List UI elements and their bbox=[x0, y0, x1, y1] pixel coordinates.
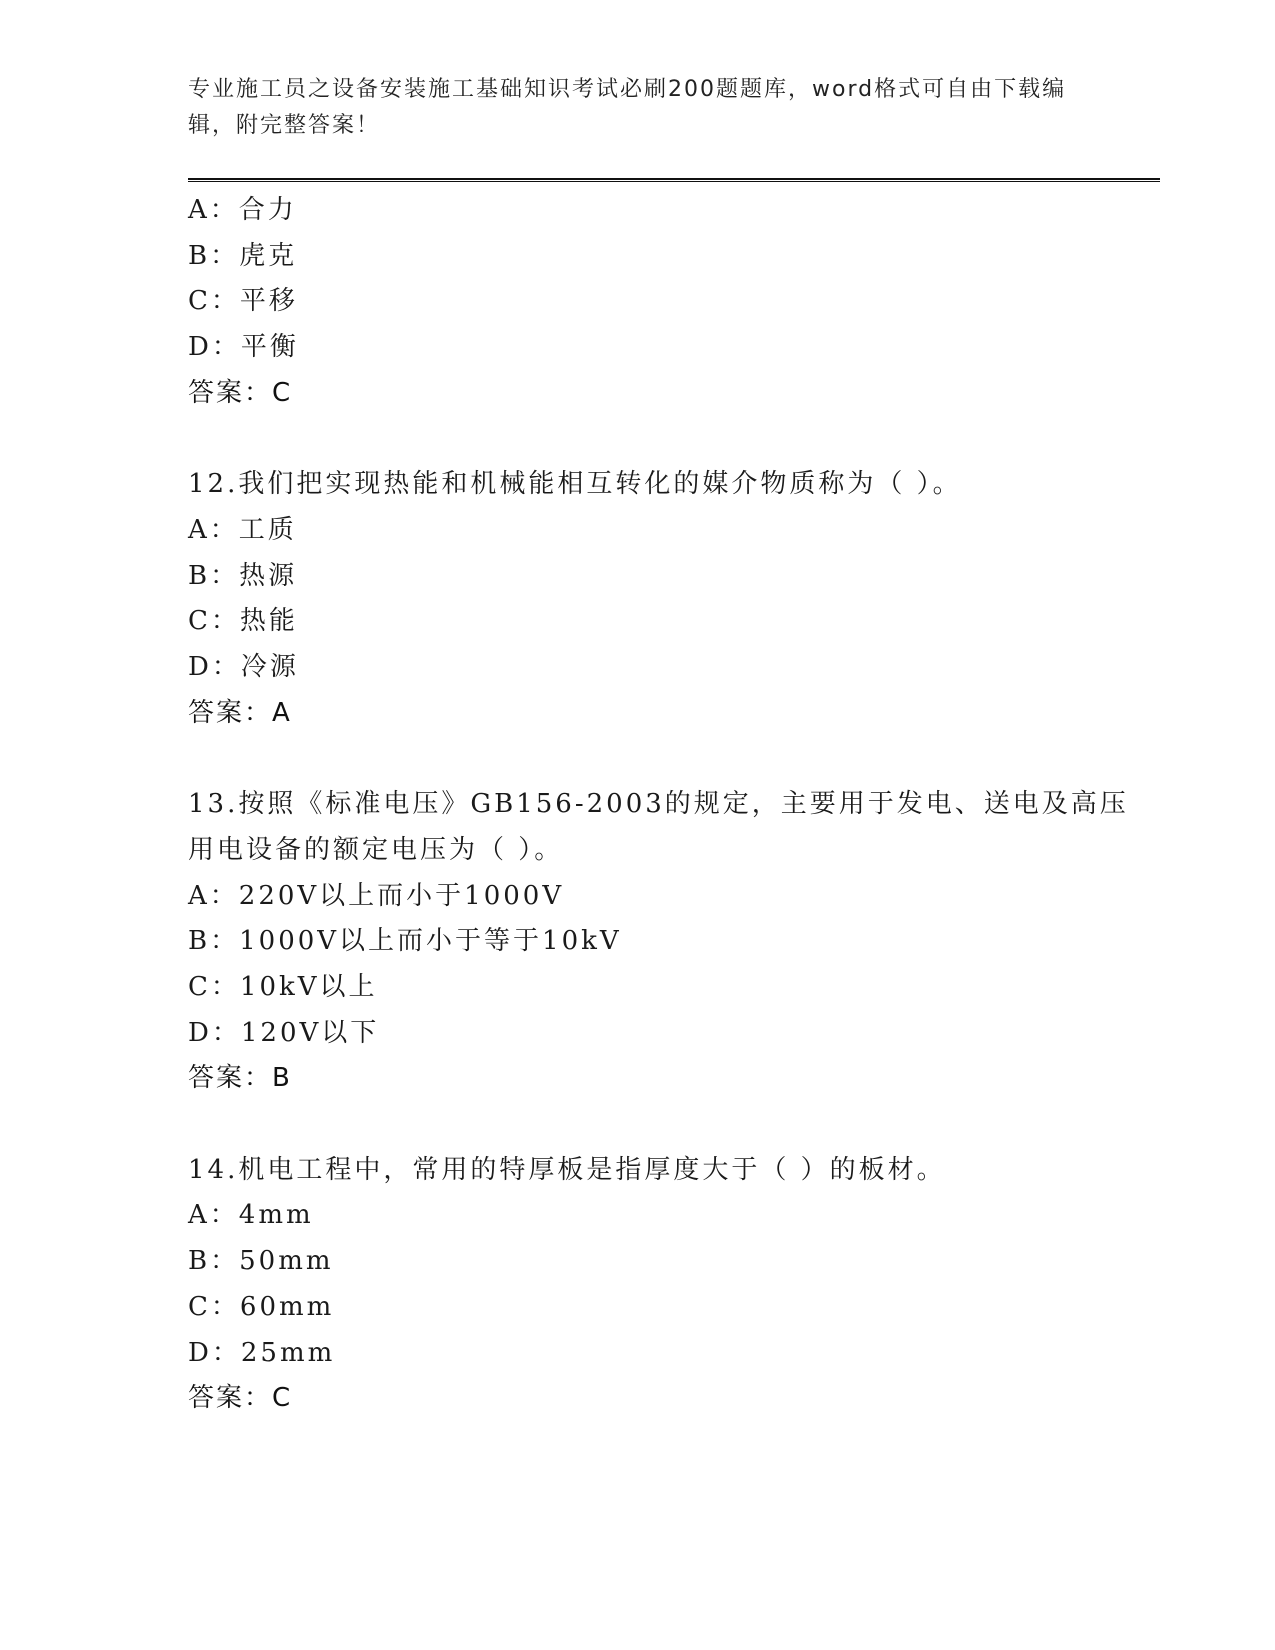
question-stem-line-1: 13.按照《标准电压》GB156-2003的规定，主要用于发电、送电及高压 bbox=[188, 789, 1129, 820]
question-list bbox=[188, 188, 1148, 1422]
header-divider bbox=[188, 178, 1160, 182]
question-stem: 14.机电工程中，常用的特厚板是指厚度大于（ ）的板材。 bbox=[188, 1154, 946, 1185]
option-d: D：冷源 bbox=[188, 652, 299, 683]
document-header bbox=[188, 72, 1088, 144]
question-14 bbox=[188, 1148, 1148, 1422]
option-a: A：4mm bbox=[188, 1200, 314, 1231]
option-d: D：平衡 bbox=[188, 332, 299, 363]
spacer bbox=[188, 736, 1148, 782]
option-a: A：工质 bbox=[188, 514, 297, 545]
question-stem: 12.我们把实现热能和机械能相互转化的媒介物质称为（ ）。 bbox=[188, 469, 962, 500]
question-stem-line-2: 用电设备的额定电压为（ ）。 bbox=[188, 834, 564, 865]
option-b: B：1000V以上而小于等于10kV bbox=[188, 926, 622, 957]
spacer bbox=[188, 1102, 1148, 1148]
document-title: 专业施工员之设备安装施工基础知识考试必刷200题题库，word格式可自由下载编辑，附完整答案！ bbox=[188, 77, 1067, 138]
option-b: B：热源 bbox=[188, 560, 298, 591]
option-a: A：220V以上而小于1000V bbox=[188, 880, 565, 911]
question-11-continuation bbox=[188, 188, 1148, 417]
option-c: C：平移 bbox=[188, 286, 298, 317]
option-d: D：25mm bbox=[188, 1337, 336, 1368]
option-a: A：合力 bbox=[188, 195, 297, 225]
answer-line: 答案：B bbox=[188, 1063, 292, 1094]
answer-line: 答案：C bbox=[188, 1383, 293, 1414]
option-b: B：50mm bbox=[188, 1246, 334, 1277]
answer-line: 答案：C bbox=[188, 377, 293, 408]
spacer bbox=[188, 417, 1148, 463]
option-c: C：60mm bbox=[188, 1291, 335, 1322]
option-d: D：120V以下 bbox=[188, 1017, 380, 1048]
option-c: C：10kV以上 bbox=[188, 971, 378, 1002]
option-b: B：虎克 bbox=[188, 240, 298, 271]
question-12 bbox=[188, 462, 1148, 736]
option-c: C：热能 bbox=[188, 606, 298, 637]
answer-line: 答案：A bbox=[188, 697, 292, 728]
question-13 bbox=[188, 782, 1148, 1102]
